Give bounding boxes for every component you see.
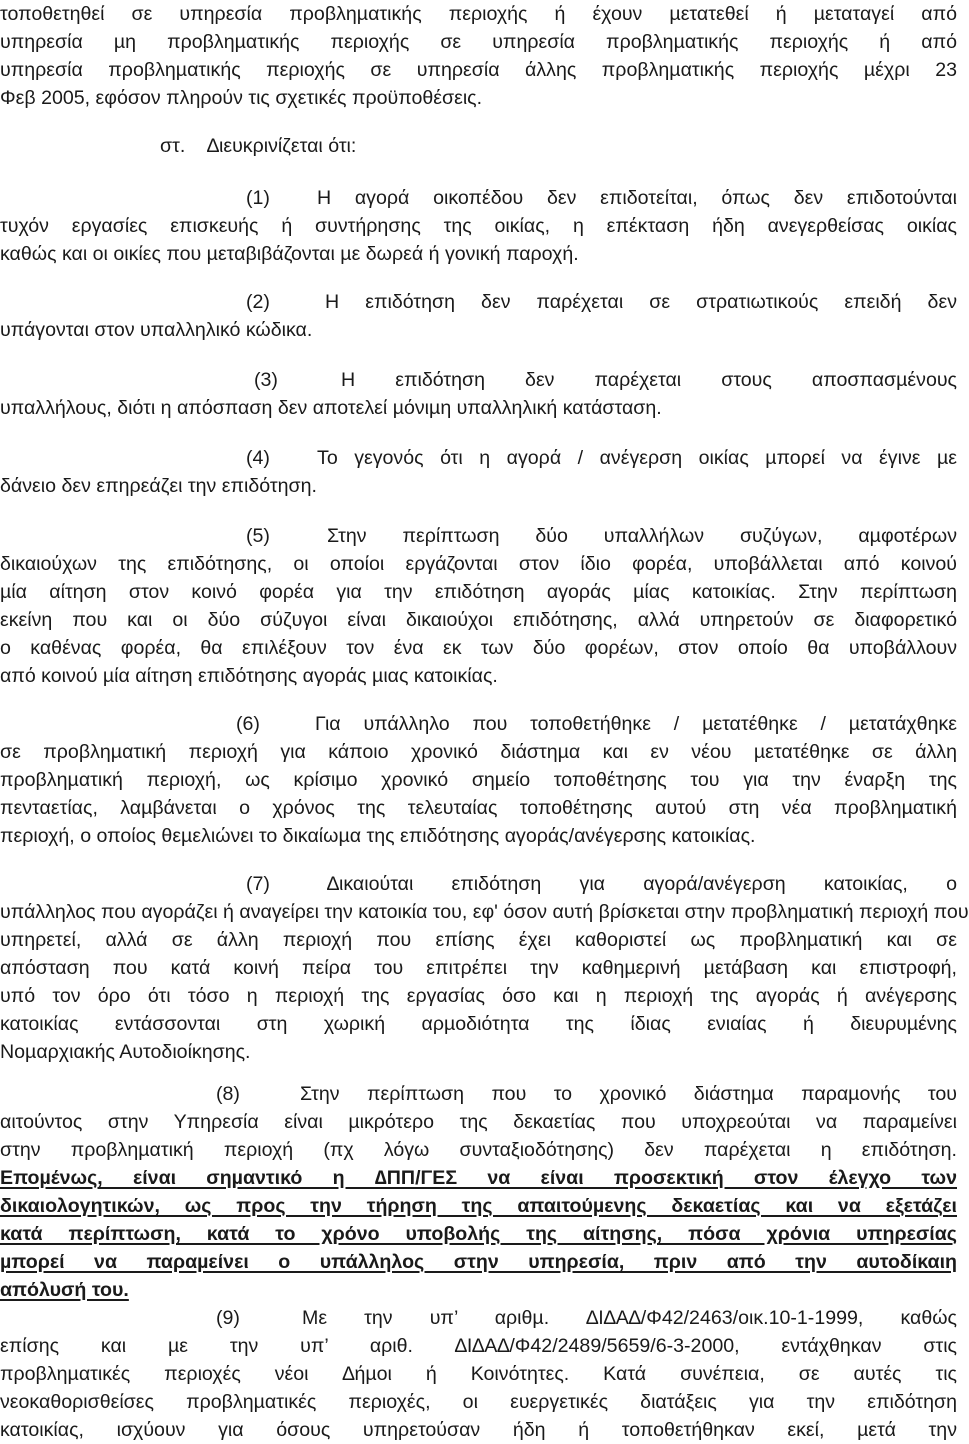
item-line: κατοικίας εντάσσονται στη χωρική αρµοδιότητα της ίδιας ενιαίας ή διευρυµένης [0, 1013, 957, 1035]
emphasis-line: µπορεί να παραµείνει ο υπάλληλος στην υπηρεσία, πριν από την αυτοδίκαιη [0, 1251, 957, 1273]
intro-line: υπηρεσία προβληµατικής περιοχής σε υπηρεσία άλλης προβληµατικής περιοχής µέχρι 23 [0, 59, 957, 81]
item-line: εκείνη που και οι δύο σύζυγοι είναι δικαιούχοι επιδότησης, αλλά υπηρετούν σε διαφορετικό [0, 609, 957, 631]
item-line: τυχόν εργασίες επισκευής ή συντήρησης της οικίας, η επέκταση ήδη ανεγερθείσας οικίας [0, 215, 957, 237]
item-line: Νοµαρχιακής Αυτοδιοίκησης. [0, 1041, 251, 1063]
item-number: (7) [246, 873, 270, 895]
item-line: καθώς και οι οικίες που µεταβιβάζονται µε δωρεά ή γονική παροχή. [0, 243, 579, 265]
item-line: περιοχή, ο οποίος θεµελιώνει το δικαίωµα της επιδότησης αγοράς/ανέγερσης κατοικίας. [0, 825, 756, 847]
emphasis-line: κατά περίπτωση, κατά το χρόνο υποβολής της αίτησης, πόσα χρόνια υπηρεσίας [0, 1223, 957, 1245]
item-line: πενταετίας, λαµβάνεται ο χρόνος της τελευταίας τοποθέτησης αυτού στη νέα προβληµατική [0, 797, 957, 819]
item-line: προβληµατικές περιοχές νέοι ∆ήµοι ή Κοινότητες. Κατά συνέπεια, σε αυτές τις [0, 1363, 957, 1385]
item-line: δάνειο δεν επηρεάζει την επιδότηση. [0, 475, 317, 497]
item-first-line: Με την υπ’ αριθµ. ∆Ι∆Α∆/Φ42/2463/οικ.10-1-1999, καθώς [302, 1307, 957, 1329]
item-number: (2) [246, 291, 270, 313]
item-first-line: Στην περίπτωση δύο υπαλλήλων συζύγων, αµφοτέρων [327, 525, 957, 547]
item-first-line: Η αγορά οικοπέδου δεν επιδοτείται, όπως δεν επιδοτούνται [317, 187, 957, 209]
item-line: δικαιούχων της επιδότησης, οι οποίοι εργάζονται στον ίδιο φορέα, υποβάλλεται από κοινού [0, 553, 957, 575]
item-number: (9) [216, 1307, 240, 1329]
intro-line: Φεβ 2005, εφόσον πληρούν τις σχετικές προϋποθέσεις. [0, 87, 483, 109]
item-number: (4) [246, 447, 270, 469]
intro-line: υπηρεσία µη προβληµατικής περιοχής σε υπηρεσία προβληµατικής περιοχής ή από [0, 31, 957, 53]
item-line: υπό τον όρο ότι τόσο η περιοχή της εργασίας όσο και η περιοχή της αγοράς ή ανέγερσης [0, 985, 957, 1007]
item-line: υπάλληλος που αγοράζει ή αναγείρει την κατοικία του, εφ' όσον αυτή βρίσκεται στην προβληµατική περιοχή που [0, 901, 969, 923]
item-first-line: Το γεγονός ότι η αγορά / ανέγερση οικίας µπορεί να έγινε µε [317, 447, 957, 469]
item-line: απόσταση που κατά κοινή πείρα του επιτρέπει την καθηµερινή µετάβαση και επιστροφή, [0, 957, 957, 979]
item-line: κατοικίας, ισχύουν για όσους υπηρετούσαν ήδη ή τοποθετήθηκαν εκεί, µετά την [0, 1419, 957, 1441]
item-number: (8) [216, 1083, 240, 1105]
item-first-line: Στην περίπτωση που το χρονικό διάστηµα παραµονής του [300, 1083, 957, 1105]
item-first-line: ∆ικαιούται επιδότηση για αγορά/ανέγερση κατοικίας, ο [327, 873, 957, 895]
item-number: (3) [254, 369, 278, 391]
item-line: ο καθένας φορέα, θα επιλέξουν τον ένα εκ των δύο φορέων, στον οποίο θα υποβάλλουν [0, 637, 957, 659]
section-heading: ∆ιευκρινίζεται ότι: [207, 135, 357, 157]
item-line: στην προβληµατική περιοχή (πχ λόγω συνταξιοδότησης) δεν παρέχεται η επιδότηση. [0, 1139, 957, 1161]
item-number: (1) [246, 187, 270, 209]
item-line: σε προβληµατική περιοχή για κάποιο χρονικό διάστηµα και εν νέου µετατέθηκε σε άλλη [0, 741, 957, 763]
item-first-line: Η επιδότηση δεν παρέχεται στους αποσπασµένους [341, 369, 957, 391]
item-line: από κοινού µία αίτηση επιδότησης αγοράς µιας κατοικίας. [0, 665, 498, 687]
emphasis-line: Εποµένως, είναι σηµαντικό η ∆ΠΠ/ΓΕΣ να είναι προσεκτική στον έλεγχο των [0, 1167, 957, 1189]
intro-line: τοποθετηθεί σε υπηρεσία προβληµατικής περιοχής ή έχουν µετατεθεί ή µεταταγεί από [0, 3, 957, 25]
item-number: (6) [236, 713, 260, 735]
emphasis-line: δικαιολογητικών, ως προς την τήρηση της απαιτούµενης δεκαετίας και να εξετάζει [0, 1195, 957, 1217]
item-line: υπηρετεί, αλλά σε άλλη περιοχή που επίσης έχει καθοριστεί ως προβληµατική και σε [0, 929, 957, 951]
item-line: επίσης και µε την υπ’ αριθ. ∆Ι∆Α∆/Φ42/2489/5659/6-3-2000, εντάχθηκαν στις [0, 1335, 957, 1357]
item-line: υπάγονται στον υπαλληλικό κώδικα. [0, 319, 313, 341]
item-line: προβληµατική περιοχή, ως κρίσιµο χρονικό σηµείο τοποθέτησης του για την έναρξη της [0, 769, 957, 791]
item-line: µία αίτηση στον κοινό φορέα για την επιδότηση αγοράς µίας κατοικίας. Στην περίπτωση [0, 581, 957, 603]
item-line: αιτούντος στην Υπηρεσία είναι µικρότερο της δεκαετίας που υποχρεούται να παραµείνει [0, 1111, 957, 1133]
item-line: νεοκαθορισθείσες προβληµατικές περιοχές, οι ευεργετικές διατάξεις για την επιδότηση [0, 1391, 957, 1413]
item-first-line: Η επιδότηση δεν παρέχεται σε στρατιωτικούς επειδή δεν [325, 291, 957, 313]
item-number: (5) [246, 525, 270, 547]
item-first-line: Για υπάλληλο που τοποθετήθηκε / µετατέθηκε / µετατάχθηκε [315, 713, 957, 735]
item-line: υπαλλήλους, διότι η απόσπαση δεν αποτελεί µόνιµη υπαλληλική κατάσταση. [0, 397, 662, 419]
emphasis-line: απόλυσή του. [0, 1279, 129, 1301]
section-marker: στ. [160, 135, 186, 157]
